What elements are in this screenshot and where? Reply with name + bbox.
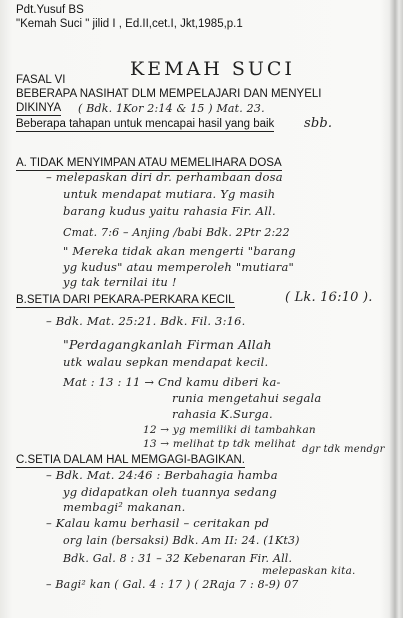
heading-references: ( Bdk. 1Kor 2:14 & 15 ) Mat. 23. [78,102,265,115]
section-c-note-6: Bdk. Gal. 8 : 31 – 32 Kebenaran Fir. All. [63,552,293,565]
heading-line-1: BEBERAPA NASIHAT DLM MEMPELAJARI DAN MENYELI [16,88,322,100]
section-a-note-6: yg kudus" atau memperoleh "mutiara" [63,260,295,274]
section-b-side-note: dgr tdk mendgr [302,444,385,455]
section-a-note-2: untuk mendapat mutiara. Yg masih [63,187,276,201]
subheading: Beberapa tahapan untuk mencapai hasil yang baik [16,118,275,130]
section-b-note-7: 12 → yg memiliki di tambahkan [143,424,316,436]
section-a-title: A. TIDAK MENYIMPAN ATAU MEMELIHARA DOSA [16,157,282,169]
section-b-title: B.SETIA DARI PEKARA-PERKARA KECIL [16,294,235,306]
section-b-title-reference: ( Lk. 16:10 ). [285,290,373,305]
section-c-title: C.SETIA DALAM HAL MEMGAGI-BAGIKAN. [16,454,245,466]
chapter-title-handwritten: KEMAH SUCI [130,58,295,80]
section-c-note-1: – Bdk. Mat. 24:46 : Berbahagia hamba [46,468,278,482]
author-line: Pdt.Yusuf BS [16,4,84,16]
section-b-note-2: "Perdagangkanlah Firman Allah [63,337,272,352]
section-a-note-3: barang kudus yaitu rahasia Fir. All. [63,204,276,218]
section-b-note-4: Mat : 13 : 11 → Cnd kamu diberi ka- [63,375,281,389]
section-a-note-1: – melepaskan diri dr. perhambaan dosa [46,170,283,184]
section-c-note-7: melepaskan kita. [262,565,356,577]
section-c-note-8: – Bagi² kan ( Gal. 4 : 17 ) ( 2Raja 7 : 8-9) 07 [46,578,299,591]
section-b-note-6: rahasia K.Surga. [172,407,273,421]
section-b-note-1: – Bdk. Mat. 25:21. Bdk. Fil. 3:16. [46,314,246,328]
section-a-note-7: yg tak ternilai itu ! [63,275,177,289]
section-c-note-3: membagi² makanan. [63,500,186,514]
section-b-note-8: 13 → melihat tp tdk melihat [143,438,296,450]
section-b-note-3: utk walau sepkan mendapat kecil. [63,355,269,369]
source-line: "Kemah Suci " jilid I , Ed.II,cet.I, Jkt,1985,p.1 [16,18,243,30]
page-edge-shadow [389,0,403,618]
section-c-note-4: – Kalau kamu berhasil – ceritakan pd [46,516,270,530]
section-b-note-5: runia mengetahui segala [172,391,322,405]
subheading-note: sbb. [304,116,333,131]
section-c-note-2: yg didapatkan oleh tuannya sedang [63,485,277,499]
heading-line-2: DIKINYA [16,102,62,114]
chapter-label: FASAL VI [16,74,66,86]
section-a-note-4: Cmat. 7:6 – Anjing /babi Bdk. 2Ptr 2:22 [63,226,290,239]
section-c-note-5: org lain (bersaksi) Bdk. Am II: 24. (1Kt3) [63,534,300,547]
section-a-note-5: " Mereka tidak akan mengerti "barang [63,244,296,258]
